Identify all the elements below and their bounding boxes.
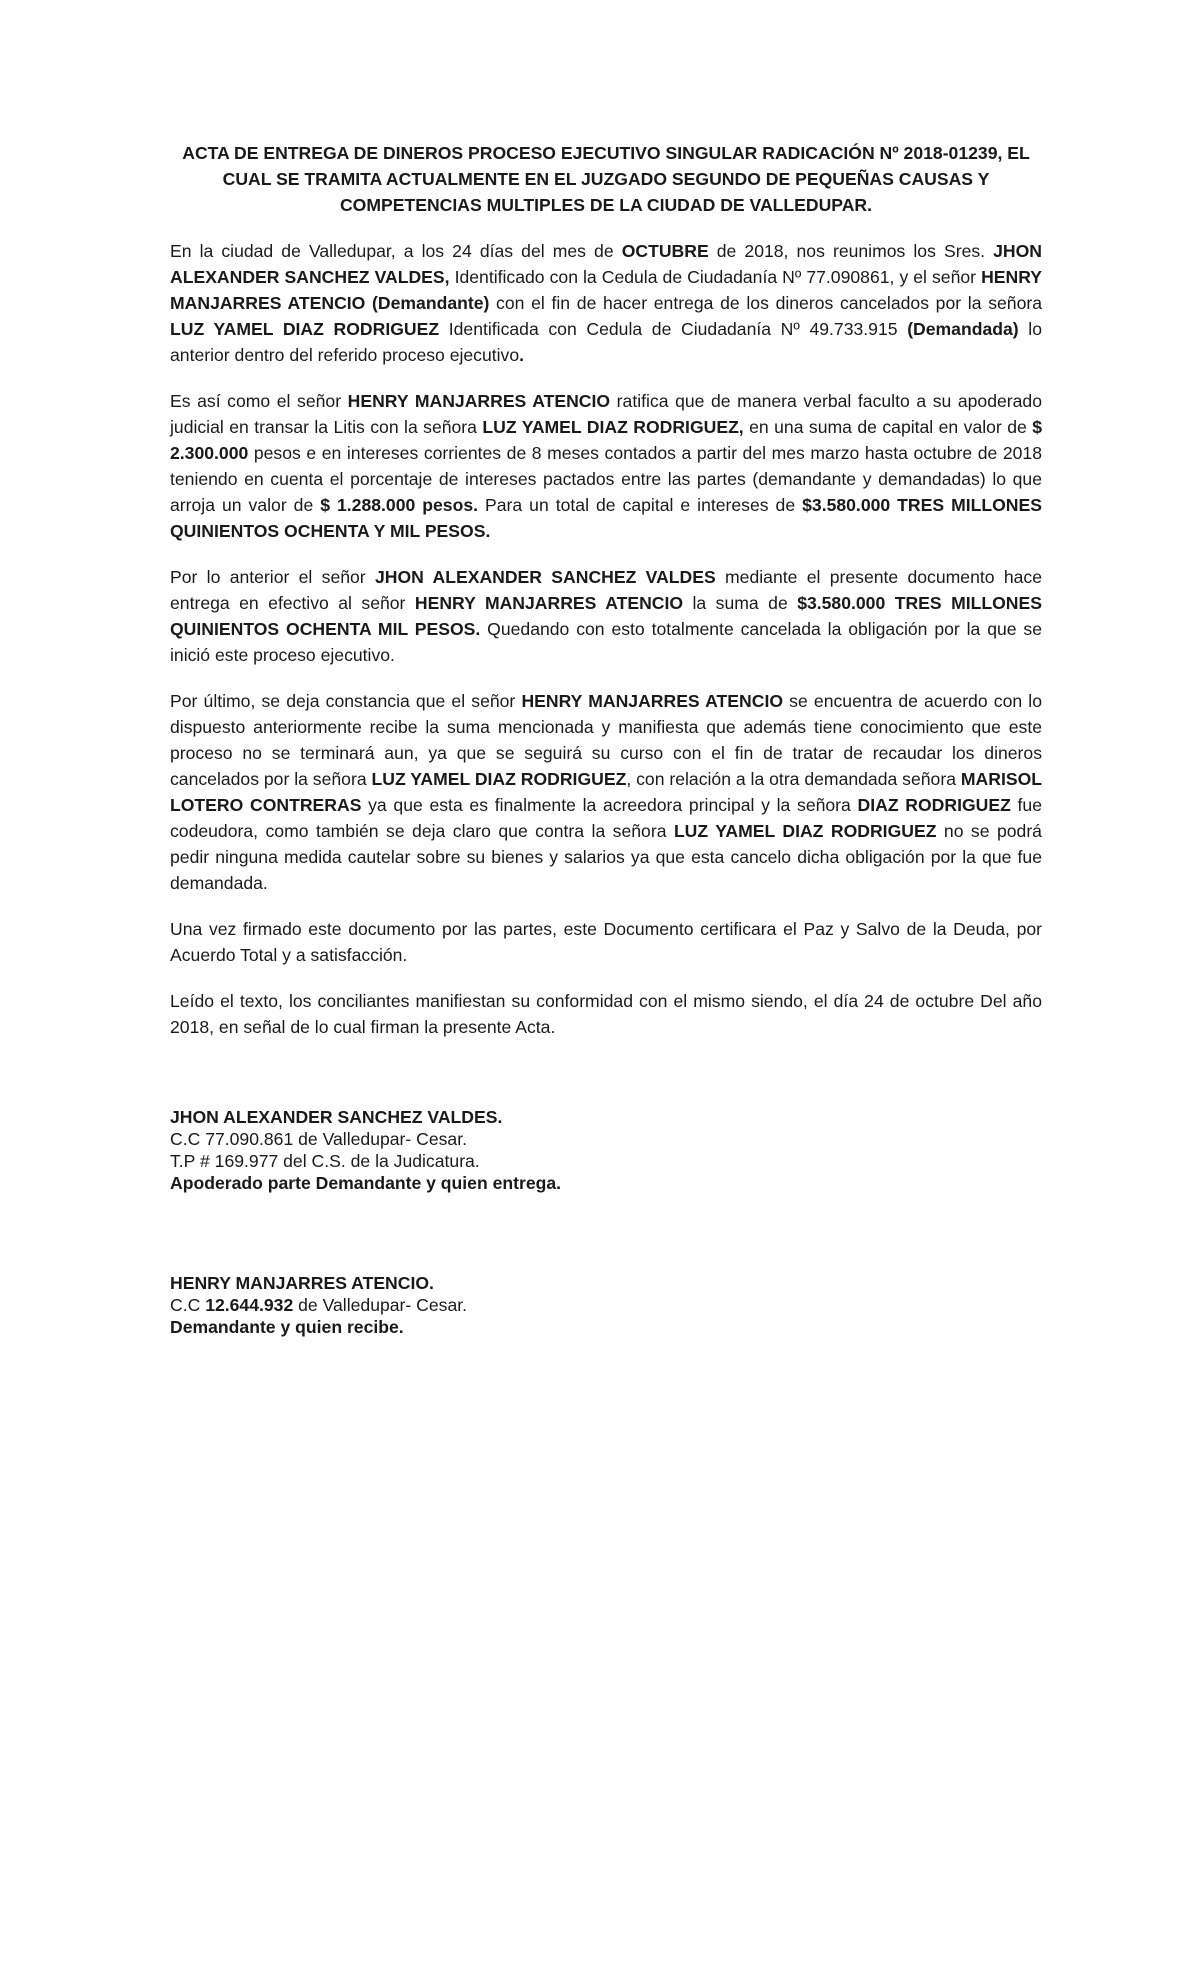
id-suffix: de Valledupar- Cesar. (293, 1295, 468, 1315)
text-run: Para un total de capital e intereses de (478, 495, 803, 515)
bold-text-run: LUZ YAMEL DIAZ RODRIGUEZ (170, 319, 440, 339)
text-run: En la ciudad de Valledupar, a los 24 días del mes de (170, 241, 622, 261)
bold-text-run: HENRY MANJARRES ATENCIO (521, 691, 784, 711)
text-run: pesos e en intereses corrientes de 8 meses contados a partir del mes marzo hasta octubre de 2018 teniendo en cuenta el porcentaje de intereses pactados entre las partes (demandante y demandadas) lo que arroja un valor de (170, 443, 1042, 515)
signature-block-demandante (170, 1272, 1042, 1338)
bold-text-run: (Demandada) (907, 319, 1019, 339)
text-run: Es así como el señor (170, 391, 348, 411)
bold-text-run: JHON ALEXANDER SANCHEZ VALDES, (170, 241, 1043, 287)
body-paragraph (170, 388, 1042, 544)
bold-text-run: . (519, 345, 525, 365)
document-title: ACTA DE ENTREGA DE DINEROS PROCESO EJECUTIVO SINGULAR RADICACIÓN Nº 2018-01239, EL CUAL SE TRAMITA ACTUALMENTE EN EL JUZGADO SEGUNDO DE PEQUEÑAS CAUSAS Y COMPETENCIAS MULTIPLES DE LA CIUDAD DE VALLEDUPAR. (182, 143, 1030, 215)
text-run: Leído el texto, los conciliantes manifiestan su conformidad con el mismo siendo, el día 24 de octubre Del año 2018, en señal de lo cual firman la presente Acta. (170, 991, 1042, 1037)
text-run: de 2018, nos reunimos los Sres. (708, 241, 994, 261)
bold-text-run: HENRY MANJARRES ATENCIO (347, 391, 611, 411)
body-paragraph (170, 988, 1042, 1040)
bold-text-run: HENRY MANJARRES ATENCIO (414, 593, 684, 613)
bold-text-run: OCTUBRE (621, 241, 709, 261)
text-run: mediante el presente documento hace entrega en efectivo al señor (170, 567, 1043, 613)
body-paragraph (170, 238, 1042, 368)
bold-text-run: JHON ALEXANDER SANCHEZ VALDES (374, 567, 716, 587)
signatory-professional-card: T.P # 169.977 del C.S. de la Judicatura. (170, 1151, 480, 1171)
body-paragraph (170, 564, 1042, 668)
signatory-role: Apoderado parte Demandante y quien entrega. (170, 1173, 562, 1193)
text-run: Por lo anterior el señor (170, 567, 375, 587)
bold-text-run: HENRY MANJARRES ATENCIO (Demandante) (170, 267, 1042, 313)
id-number: 12.644.932 (205, 1295, 294, 1315)
text-run: Identificada con Cedula de Ciudadanía Nº 49.733.915 (439, 319, 908, 339)
text-run: ratifica que de manera verbal faculto a su apoderado judicial en transar la Litis con la señora (170, 391, 1043, 437)
body-paragraph (170, 688, 1042, 896)
signature-block-apoderado (170, 1106, 1042, 1194)
text-run: la suma de (683, 593, 798, 613)
bold-text-run: LUZ YAMEL DIAZ RODRIGUEZ (673, 821, 937, 841)
text-run: fue codeudora, como también se deja claro que contra la señora (170, 795, 1042, 841)
bold-text-run: $ 1.288.000 pesos. (320, 495, 479, 515)
text-run: Quedando con esto totalmente cancelada la obligación por la que se inició este proceso ejecutivo. (170, 619, 1043, 665)
bold-text-run: LUZ YAMEL DIAZ RODRIGUEZ (371, 769, 627, 789)
bold-text-run: $3.580.000 TRES MILLONES QUINIENTOS OCHENTA MIL PESOS. (170, 593, 1042, 639)
text-run: Identificado con la Cedula de Ciudadanía Nº 77.090861, y el señor (449, 267, 982, 287)
text-run: ya que esta es finalmente la acreedora principal y la señora (361, 795, 858, 815)
bold-text-run: $ 2.300.000 (170, 417, 1043, 463)
body-paragraph (170, 916, 1042, 968)
signatory-name: JHON ALEXANDER SANCHEZ VALDES. (170, 1107, 503, 1127)
text-run: no se podrá pedir ninguna medida cautelar sobre su bienes y salarios ya que esta cancelo dicha obligación por la que fue demandada. (170, 821, 1042, 893)
signatory-id: C.C 77.090.861 de Valledupar- Cesar. (170, 1129, 467, 1149)
text-run: , con relación a la otra demandada señora (626, 769, 961, 789)
text-run: en una suma de capital en valor de (743, 417, 1033, 437)
text-run: lo anterior dentro del referido proceso ejecutivo (170, 319, 1042, 365)
signatory-id (170, 1294, 1042, 1316)
bold-text-run: MARISOL LOTERO CONTRERAS (170, 769, 1042, 815)
text-run: se encuentra de acuerdo con lo dispuesto anteriormente recibe la suma mencionada y manifiesta que además tiene conocimiento que este proceso no se terminará aun, ya que se seguirá su curso con el fin de tratar de recaudar los dineros cancelados por la señora (170, 691, 1042, 789)
signatory-name: HENRY MANJARRES ATENCIO. (170, 1273, 434, 1293)
document-body (170, 140, 1042, 1338)
text-run: Una vez firmado este documento por las partes, este Documento certificara el Paz y Salvo de la Deuda, por Acuerdo Total y a satisfacción. (170, 919, 1042, 965)
bold-text-run: LUZ YAMEL DIAZ RODRIGUEZ, (482, 417, 744, 437)
paragraphs-container (170, 238, 1042, 1040)
text-run: Por último, se deja constancia que el señor (170, 691, 522, 711)
bold-text-run: DIAZ RODRIGUEZ (857, 795, 1011, 815)
text-run: con el fin de hacer entrega de los dineros cancelados por la señora (489, 293, 1042, 313)
id-prefix: C.C (170, 1295, 206, 1315)
signatory-role: Demandante y quien recibe. (170, 1317, 404, 1337)
bold-text-run: $3.580.000 TRES MILLONES QUINIENTOS OCHENTA Y MIL PESOS. (170, 495, 1042, 541)
